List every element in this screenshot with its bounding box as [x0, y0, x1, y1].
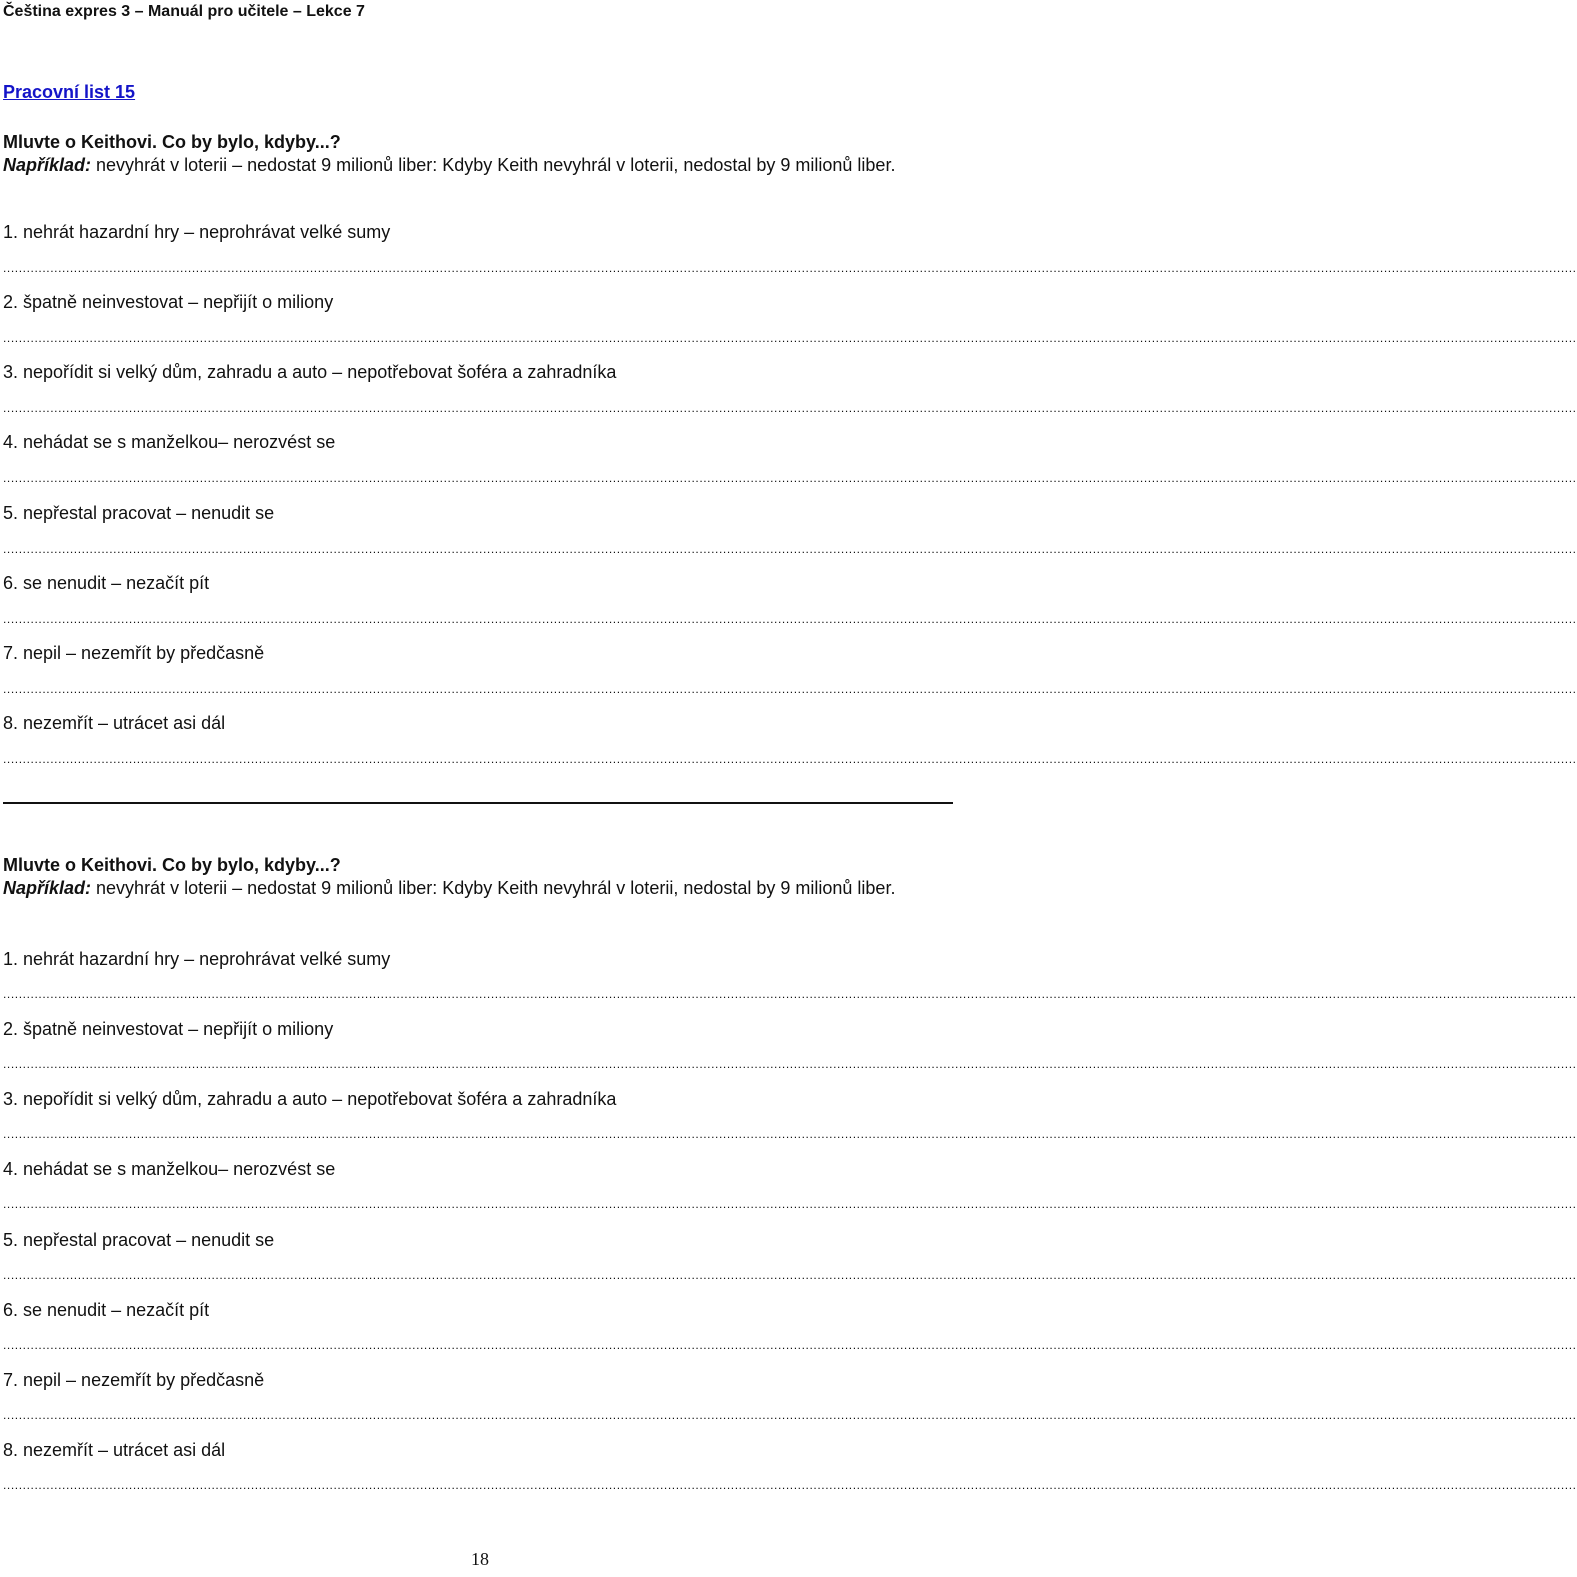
example-text: nevyhrát v loterii – nedostat 9 milionů liber: Kdyby Keith nevyhrál v loterii, nedostal by 9 milionů liber. — [91, 155, 896, 175]
exercise-item-1: 1. nehrát hazardní hry – neprohrávat velké sumy — [3, 222, 391, 242]
exercise-item-1: 1. nehrát hazardní hry – neprohrávat velké sumy — [3, 949, 391, 969]
exercise-item-2: 2. špatně neinvestovat – nepřijít o miliony — [3, 1019, 334, 1039]
worksheet-title[interactable]: Pracovní list 15 — [3, 82, 136, 102]
example-label: Například: — [3, 155, 92, 175]
answer-line-7[interactable]: ................................................................................................................................................................................................................................................................................................................................................................................................................ — [3, 682, 1577, 696]
exercise-item-5: 5. nepřestal pracovat – nenudit se — [3, 1230, 275, 1250]
section-divider — [3, 802, 953, 804]
answer-line-4[interactable]: ................................................................................................................................................................................................................................................................................................................................................................................................................ — [3, 1197, 1577, 1211]
exercise-item-6: 6. se nenudit – nezačít pít — [3, 573, 210, 593]
page-number: 18 — [471, 1549, 489, 1569]
answer-line-6[interactable]: ................................................................................................................................................................................................................................................................................................................................................................................................................ — [3, 1338, 1577, 1352]
answer-line-7[interactable]: ................................................................................................................................................................................................................................................................................................................................................................................................................ — [3, 1408, 1577, 1422]
exercise-item-8: 8. nezemřít – utrácet asi dál — [3, 1440, 226, 1460]
example-text: nevyhrát v loterii – nedostat 9 milionů liber: Kdyby Keith nevyhrál v loterii, nedostal by 9 milionů liber. — [91, 878, 896, 898]
answer-line-1[interactable]: ................................................................................................................................................................................................................................................................................................................................................................................................................ — [3, 987, 1577, 1001]
answer-line-6[interactable]: ................................................................................................................................................................................................................................................................................................................................................................................................................ — [3, 612, 1577, 626]
exercise-item-3: 3. nepořídit si velký dům, zahradu a auto – nepotřebovat šoféra a zahradníka — [3, 362, 617, 382]
answer-line-5[interactable]: ................................................................................................................................................................................................................................................................................................................................................................................................................ — [3, 1268, 1577, 1282]
document-header: Čeština expres 3 – Manuál pro učitele – Lekce 7 — [3, 3, 365, 20]
example-paragraph — [3, 153, 933, 177]
answer-line-5[interactable]: ................................................................................................................................................................................................................................................................................................................................................................................................................ — [3, 542, 1577, 556]
answer-line-3[interactable]: ................................................................................................................................................................................................................................................................................................................................................................................................................ — [3, 401, 1577, 415]
example-paragraph — [3, 876, 933, 900]
answer-line-2[interactable]: ................................................................................................................................................................................................................................................................................................................................................................................................................ — [3, 331, 1577, 345]
answer-line-3[interactable]: ................................................................................................................................................................................................................................................................................................................................................................................................................ — [3, 1127, 1577, 1141]
exercise-item-6: 6. se nenudit – nezačít pít — [3, 1300, 210, 1320]
exercise-item-2: 2. špatně neinvestovat – nepřijít o miliony — [3, 292, 334, 312]
exercise-item-4: 4. nehádat se s manželkou– nerozvést se — [3, 1159, 336, 1179]
answer-line-2[interactable]: ................................................................................................................................................................................................................................................................................................................................................................................................................ — [3, 1057, 1577, 1071]
exercise-item-5: 5. nepřestal pracovat – nenudit se — [3, 503, 275, 523]
answer-line-8[interactable]: ................................................................................................................................................................................................................................................................................................................................................................................................................ — [3, 752, 1577, 766]
exercise-item-8: 8. nezemřít – utrácet asi dál — [3, 713, 226, 733]
exercise-item-4: 4. nehádat se s manželkou– nerozvést se — [3, 432, 336, 452]
exercise-item-7: 7. nepil – nezemřít by předčasně — [3, 1370, 265, 1390]
answer-line-8[interactable]: ................................................................................................................................................................................................................................................................................................................................................................................................................ — [3, 1478, 1577, 1492]
section-heading: Mluvte o Keithovi. Co by bylo, kdyby...? — [3, 132, 341, 152]
exercise-item-3: 3. nepořídit si velký dům, zahradu a auto – nepotřebovat šoféra a zahradníka — [3, 1089, 617, 1109]
answer-line-1[interactable]: ................................................................................................................................................................................................................................................................................................................................................................................................................ — [3, 261, 1577, 275]
answer-line-4[interactable]: ................................................................................................................................................................................................................................................................................................................................................................................................................ — [3, 471, 1577, 485]
example-label: Například: — [3, 878, 92, 898]
exercise-item-7: 7. nepil – nezemřít by předčasně — [3, 643, 265, 663]
section-heading: Mluvte o Keithovi. Co by bylo, kdyby...? — [3, 855, 341, 875]
